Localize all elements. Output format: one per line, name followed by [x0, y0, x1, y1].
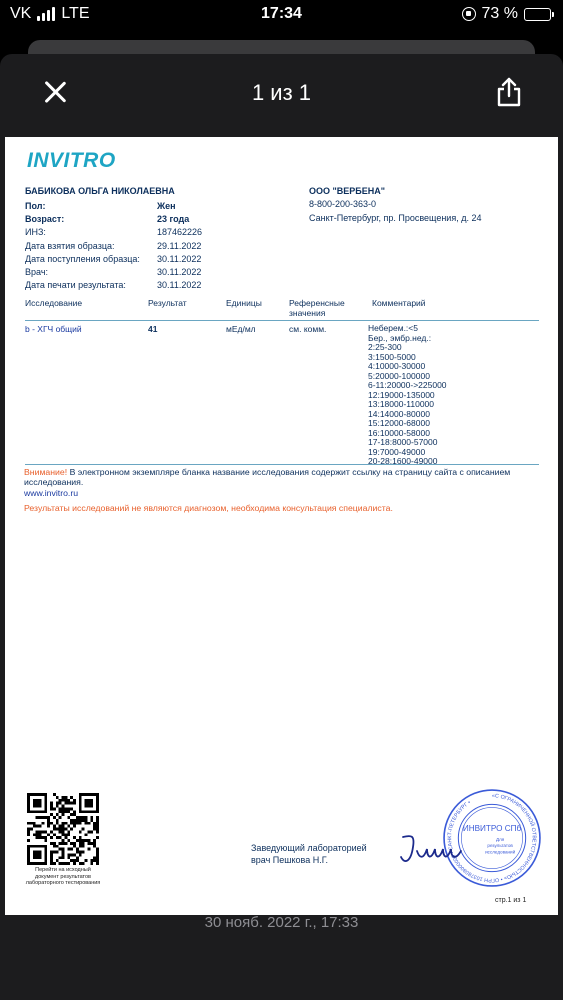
patient-name: БАБИКОВА ОЛЬГА НИКОЛАЕВНА — [25, 186, 175, 196]
header-result: Результат — [148, 298, 187, 308]
test-name-link[interactable]: b - ХГЧ общий — [25, 324, 82, 334]
info-label: Дата печати результата: — [25, 280, 126, 291]
rotation-lock-icon — [462, 7, 476, 21]
qr-code[interactable] — [27, 793, 99, 865]
qr-caption: Перейти на исходный документ результатов лабораторного тестирования — [25, 867, 101, 886]
info-row-doctor — [25, 265, 297, 278]
patient-info — [25, 199, 297, 292]
test-result: 41 — [148, 324, 158, 334]
results-table-header — [25, 297, 539, 321]
info-value: Жен — [157, 200, 176, 211]
test-reference: см. комм. — [289, 324, 327, 334]
site-link[interactable]: www.invitro.ru — [24, 488, 79, 498]
test-units: мЕд/мл — [226, 324, 256, 334]
signer-name: врач Пешкова Н.Г. — [251, 855, 328, 865]
battery-icon — [524, 8, 551, 21]
warning-note — [24, 467, 544, 487]
file-name: 187462226_229624741_0_БАБИКОВА.pdf — [79, 886, 484, 909]
info-label: Дата поступления образца: — [25, 253, 140, 264]
info-label: ИНЗ: — [25, 227, 46, 238]
info-label: Возраст: — [25, 213, 65, 224]
info-value: 30.11.2022 — [157, 253, 202, 264]
invitro-logo: INVITRO — [27, 149, 116, 172]
info-label: Врач: — [25, 267, 49, 278]
signer-block — [251, 842, 367, 866]
file-date: 30 нояб. 2022 г., 17:33 — [204, 914, 359, 931]
signature — [397, 827, 467, 872]
svg-text:Для: Для — [496, 837, 505, 843]
info-label: Пол: — [25, 200, 46, 211]
warning-text: В электронном экземпляре бланка название исследования содержит ссылку на страницу сайта с описанием исследования. — [24, 467, 511, 487]
test-comment: Неберем.:<5 Бер., эмбр.нед.: 2:25-300 3:1500-5000 4:10000-30000 5:20000-100000 6-11:20000->225000 12:19000-135000 13:18000-110000 14:14000-80000 15:12000-68000 16:10000-58000 17-18:8000-57000 19:7000-49000 20-28:1600-49000 — [368, 323, 447, 466]
info-row-received-date — [25, 252, 297, 265]
signer-position: Заведующий лабораторией — [251, 843, 367, 853]
document-viewer-sheet — [0, 54, 563, 1000]
org-address: Санкт-Петербург, пр. Просвещения, д. 24 — [309, 212, 482, 223]
info-value: 29.11.2022 — [157, 240, 202, 251]
disclaimer: Результаты исследований не являются диагнозом, необходима консультация специалиста. — [24, 503, 393, 513]
svg-text:результатов: результатов — [487, 843, 513, 849]
info-row-sex — [25, 199, 297, 212]
table-row — [25, 323, 539, 465]
share-icon — [494, 76, 524, 108]
status-bar — [0, 0, 563, 30]
document-page — [5, 137, 558, 915]
svg-text:«С ОГРАНИЧЕННОЙ ОТВЕТСТВЕННОСТ: «С ОГРАНИЧЕННОЙ ОТВЕТСТВЕННОСТЬЮ» • ОГРН 1037808000026 • САНКТ-ПЕТЕРБУРГ • — [447, 793, 537, 883]
info-value: 187462226 — [157, 227, 203, 238]
warning-label: Внимание! — [24, 467, 68, 477]
info-value: 30.11.2022 — [157, 280, 202, 291]
status-right — [462, 5, 551, 23]
header-units: Единицы — [226, 298, 262, 308]
header-comment: Комментарий — [372, 298, 426, 308]
info-value: 23 года — [157, 213, 190, 224]
viewer-toolbar — [0, 54, 563, 134]
page-number: стр.1 из 1 — [495, 897, 527, 904]
header-test: Исследование — [25, 298, 83, 308]
info-row-inz — [25, 226, 297, 239]
header-reference: Референсные значения — [289, 298, 345, 318]
svg-text:ИНВИТРО СПб: ИНВИТРО СПб — [462, 823, 522, 833]
info-value: 30.11.2022 — [157, 267, 202, 278]
info-row-print-date — [25, 279, 297, 292]
svg-text:исследований: исследований — [485, 849, 516, 855]
page-counter: 1 из 1 — [251, 80, 312, 105]
battery-percent: 73 % — [481, 5, 518, 22]
info-row-age — [25, 212, 297, 225]
org-name: ООО "ВЕРБЕНА" — [309, 186, 386, 196]
lab-organization — [309, 186, 481, 226]
info-row-sample-date — [25, 239, 297, 252]
org-phone: 8-800-200-363-0 — [309, 199, 377, 210]
info-label: Дата взятия образца: — [25, 240, 115, 251]
network-label: LTE — [61, 5, 90, 22]
carrier-label: VK — [10, 5, 32, 22]
share-button[interactable] — [494, 76, 524, 108]
status-time: 17:34 — [261, 5, 302, 22]
